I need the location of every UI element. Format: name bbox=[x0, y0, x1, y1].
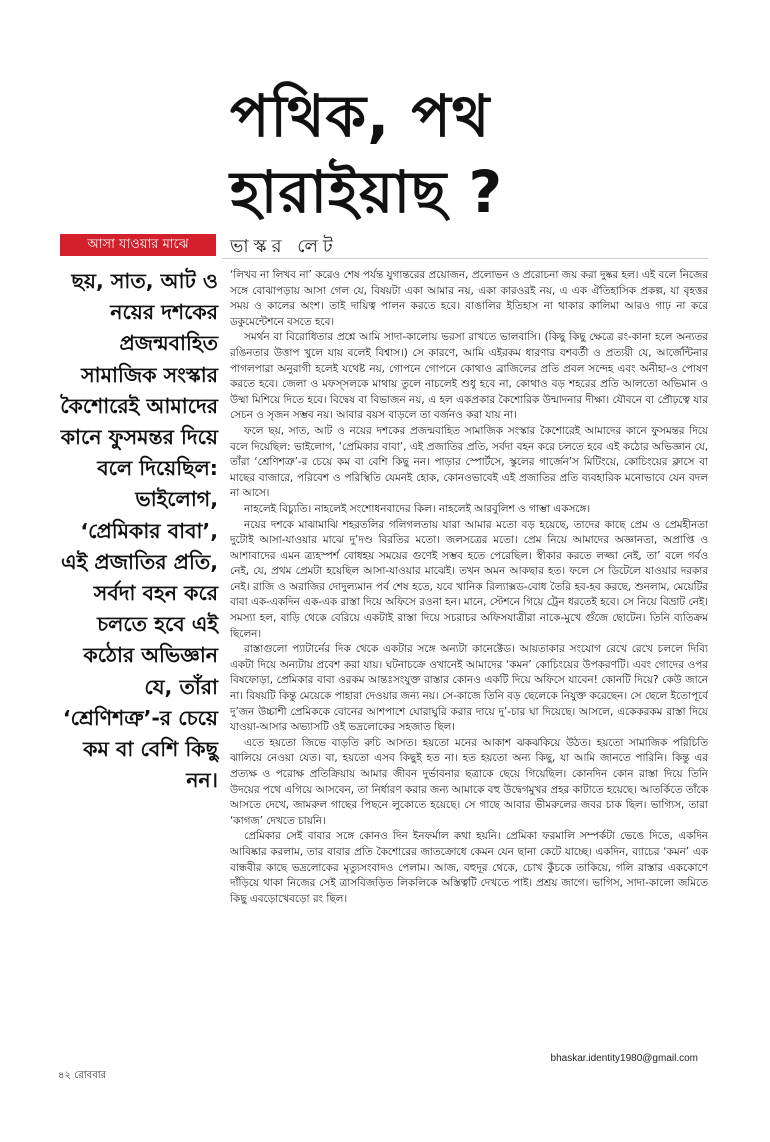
article-paragraph: এতে হয়তো জিভে বাড়তি রুচি আসত। হয়তো মনের আকাশ ঝকঝকিয়ে উঠত। হয়তো সামাজিক পরিচিতি ঝালিয়ে নেওয়া যেত। বা, হয়তো এসব কিছুই হত না। হত হয়তো অন্য কিছু, যা আমি জানতে পারিনি। কিন্তু এর প্রত্যক্ষ ও পরোক্ষ প্রতিক্রিয়ায় আমার জীবন দুর্ভাবনার ছত্রাকে ছেয়ে গিয়েছিল। কোনদিন কোন রাস্তা দিয়ে তিনি উদয়ের পথে এগিয়ে আসবেন, তা নির্ধারণ করার জন্য আমাকে বহু উদ্বেগমুখর প্রহর কাটাতে হয়েছে। আতর্কিতে তাঁকে আসতে দেখে, জামরুল গাছের পিছনে লুকোতে হয়েছে। সে গাছে আবার ভীমরুলের জবর চাক ছিল। ভাগ্যিস, তারা ‘কাগজ’ দেখতে চায়নি। bbox=[230, 736, 708, 827]
headline bbox=[230, 78, 730, 230]
article-paragraph: ফলে ছয়, সাত, আট ও নয়ের দশকের প্রজন্মবাহিত সামাজিক সংস্কার কৈশোরেই আমাদের কানে ফুসমন্তর দিয়ে বলে দিয়েছিল: ভাইলোগ, ‘প্রেমিকার বাবা’, এই প্রজাতির প্রতি, সর্বদা বহন করে চলতে হবে এই কঠোর অভিজ্ঞান যে, তাঁরা ‘শ্রেণিশত্রু’-র চেয়ে কম বা বেশি কিছু নন। পাড়ার স্পোর্টসে, স্কুলের গার্জেন’স মিটিংয়ে, কোচিংয়ের ক্লাসে বা মাছের বাজারে, পরিবেশ ও পরিস্থিতি যেমনই হোক, কোনওভাবেই এই প্রজাতির প্রতি ব্যবহারিক মনোভাবে যেন বদল না আসে। bbox=[230, 424, 708, 500]
headline-line-1: পথিক, পথ bbox=[230, 82, 491, 150]
article-paragraph: রাস্তাগুলো প্যাটার্নের দিক থেকে একটার সঙ্গে অন্যটা কানেক্টেড। আয়তাকার সংযোগ রেখে রেখে চললে দিব্যি একটা দিয়ে অন্যটায় প্রবেশ করা যায়। ঘটনাচক্রে ওখানেই আমাদের ‘কমন’ কোচিংয়ের উপকরণটি। এবং গোদের ওপর বিষফোড়া, প্রেমিকার বাবা ওরকম আন্তঃসংযুক্ত রাস্তার কোনও একটি দিয়ে অফিসে যাবেন! কোনটি দিয়ে? কেউ জানে না। বিষয়টি কিন্তু মেয়েকে পাহারা দেওয়ার জন্য নয়। সে-কাজে তিনি বড় ছেলেকে নিযুক্ত করেছেন। সে ছেলে ইতোপূর্বে দু’জন উচ্চাশী প্রেমিককে বোনের আশপাশে ঘোরাঘুরি করার দায়ে দু’-চার ঘা দিয়েছে। আসলে, একেকরকম রাস্তা দিয়ে যাওয়া-আসার অভ্যাসটি ওই ভদ্রলোকের সহজাত ছিল। bbox=[230, 643, 708, 734]
article-paragraph: প্রেমিকার সেই বাবার সঙ্গে কোনও দিন ইনফর্মাল কথা হয়নি। প্রেমিকা ফরমালি সম্পর্কটা ভেঙে দিতে, একদিন আবিষ্কার করলাম, তার বাবার প্রতি কৈশোরের জাতক্রোধে কেমন যেন ছানা কেটে যাচ্ছে। একদিন, ব্যাচের ‘কমন’ এক বান্ধবীর কাছে ভদ্রলোকের মৃত্যুসংবাদও পেলাম। আজ, বহুদূর থেকে, চোখ কুঁচকে তাকিয়ে, গলি রাস্তার এককোণে দাঁড়িয়ে থাকা নিজের সেই ত্রাসবিজড়িত লিকলিকে অস্তিত্বটি দেখতে পাই। প্রশ্রয় জাগে। ভাগিস, সাদা-কালো জমিতে কিছু এবড়োখেবড়ো রং ছিল। bbox=[230, 830, 708, 905]
article-paragraph: ‘লিখব না লিখব না’ করেও শেষ পর্যন্ত যুগান্তরের প্রয়োজন, প্রলোভন ও প্ররোচনা জয় করা দুষ্কর হল। এই বলে নিজের সঙ্গে বোঝাপড়ায় আসা গেল যে, বিষয়টা একা আমার নয়, একা কারওরই নয়, এ এক ঐতিহাসিক প্রকল্প, যা বৃহত্তর সময় ও কালের অংশ। তাই দায়িত্ব পালন করতে হবে। বাঙালির ইতিহাস না থাকার কালিমা আরও গাঢ় না করে ডকুমেন্টেশনে বসতে হবে। bbox=[230, 269, 708, 328]
article-body bbox=[230, 268, 708, 1048]
author-email: bhaskar.identity1980@gmail.com bbox=[550, 1053, 698, 1064]
article-paragraph: নয়ের দশকে মাঝামাঝি শহরতলির গলিগলতায় যারা আমার মতো বড় হয়েছে, তাদের কাছে প্রেম ও প্রেমহীনতা দুটোই আসা-যাওয়ার মাঝে দু’দণ্ড বিরতির মতো। জলসত্রের মতো। প্রেম নিয়ে আমাদের অজ্ঞানতা, অপ্রাপ্তি ও আশাবাদের এমন ত্র্যহস্পর্শ বোধহয় সময়ের গুণেই সম্ভব হতে পেরেছিল। স্বীকার করতে লজ্জা নেই, তা’ বলে গর্বও নেই, যে, প্রথম প্রেমটা হয়েছিল আসা-যাওয়ার মাঝেই। তখন অমন আকছার হত। ফলে সে ডিটেলে যাওয়ার দরকার নেই। রাজি ও অরাজির দোদুল্যমান পর্ব শেষ হতে, যবে খানিক রিল্যাক্সড-বোধ তৈরি হব-হব করছে, শুনলাম, মেয়েটির বাবা এক-একদিন এক-এক রাস্তা দিয়ে অফিসে রওনা হন। মানে, স্টেশনে গিয়ে ট্রেন ধরতেই হবে। সে নিয়ে বিভ্রাট নেই। সমস্যা হল, বাড়ি থেকে বেরিয়ে একটাই রাস্তা দিয়ে সচরাচর অফিসযাত্রীরা নাকে-মুখে গুঁজে ছোটেন। তিনি ব্যতিক্রম ছিলেন। bbox=[230, 518, 708, 640]
section-tag: আসা যাওয়ার মাঝে bbox=[60, 234, 216, 256]
pull-quote bbox=[58, 266, 218, 796]
pull-quote-text: ছয়, সাত, আট ও নয়ের দশকের প্রজন্মবাহিত সামাজিক সংস্কার কৈশোরেই আমাদের কানে ফুসমন্তর দিয়ে বলে দিয়েছিল: ভাইলোগ, ‘প্রেমিকার বাবা’, এই প্রজাতির প্রতি, সর্বদা বহন করে চলতে হবে এই কঠোর অভিজ্ঞান যে, তাঁরা ‘শ্রেণিশত্রু’-র চেয়ে কম বা বেশি কিছু নন। bbox=[60, 269, 218, 793]
page-folio: ৪২ রোববার bbox=[58, 1070, 107, 1081]
article-paragraph: সমর্থন বা বিরোধিতার প্রশ্নে আমি সাদা-কালোয় ভরসা রাখতে ভালবাসি। (কিছু কিছু ক্ষেত্রে রং-কানা হলে অন্যতর রঙিনতার উত্তাপ খুলে যায় বলেই বিশ্বাস।) সে কারণে, আমি এইরকম ধারণার বশবর্তী ও প্রত্যয়ী যে, আর্জেন্টিনার পাগলপারা অনুরাগী হলেই যথেষ্ট নয়, গোপনে গোপনে কোথাও ব্রাজিলের প্রতি প্রবল সন্দেহ এবং অনীহা-ও পোষণ করতে হবে। জেলা ও মফস্সলকে মাথায় তুলে নাচলেই শুধু হবে না, কোথাও বড় শহরের প্রতি আলতো অভিমান ও উষ্মা মিশিয়ে দিতে হবে। বিদ্বেষ বা বিভাজন নয়, এ হল একপ্রকার কৈশোরিক উন্মাদনার দীক্ষা। যৌবনে বা প্রৌঢ়ত্বে যার সেচন ও সৃজন সম্ভব নয়। আবার বয়স বাড়লে তা বর্জনও করা যায় না। bbox=[230, 331, 708, 422]
byline-divider bbox=[222, 258, 708, 259]
article-paragraph: নাহলেই বিচ্যুতি। নাহলেই সংশোধনবাদের কিল। নাহলেই আরবুলিশ ও গাম্ভা একসঙ্গে। bbox=[244, 502, 591, 515]
headline-line-2: হারাইয়াছ ? bbox=[230, 158, 504, 226]
author-byline: ভাস্কর লেট bbox=[230, 236, 338, 257]
